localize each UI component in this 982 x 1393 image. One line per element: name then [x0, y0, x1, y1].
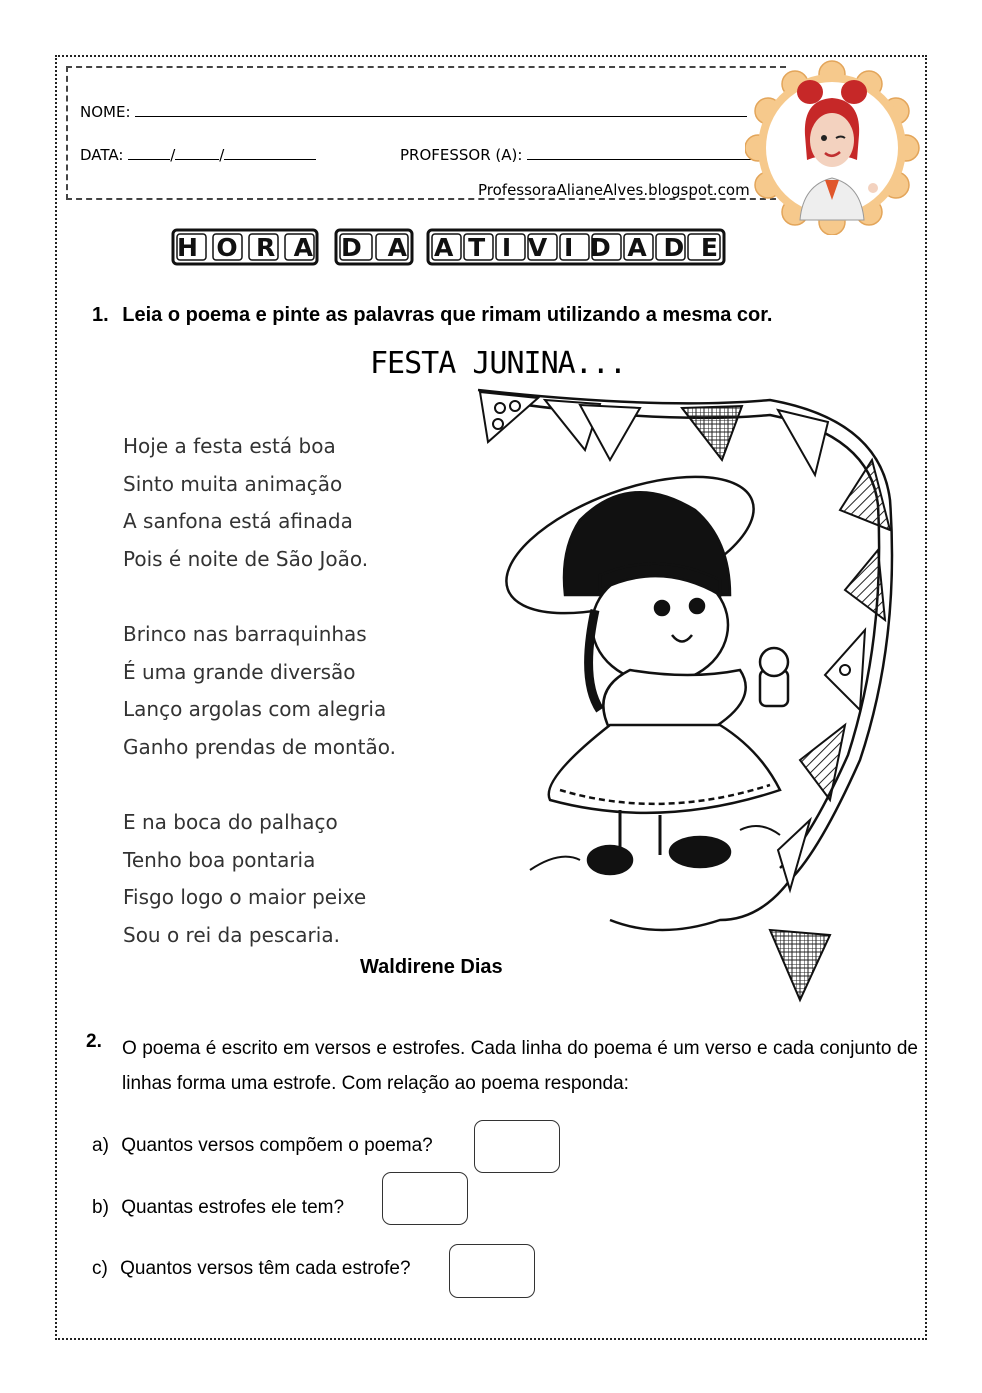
poem: [123, 428, 396, 954]
question-2c-letter: c): [92, 1258, 108, 1279]
poem-verse: É uma grande diversão: [123, 659, 356, 684]
poem-verse: Tenho boa pontaria: [123, 847, 316, 872]
data-sep-2: /: [219, 146, 225, 164]
question-2b: [92, 1197, 344, 1219]
girl-figure: [489, 449, 788, 874]
svg-text:DA: DA: [341, 233, 407, 262]
nome-label: NOME:: [80, 103, 131, 121]
professor-field[interactable]: [527, 145, 752, 160]
svg-text:ATIVIDADE: ATIVIDADE: [434, 233, 718, 262]
question-2c-text: Quantos versos têm cada estrofe?: [120, 1258, 411, 1279]
data-month-field[interactable]: [175, 145, 219, 160]
data-sep-1: /: [170, 146, 176, 164]
question-2a: [92, 1135, 433, 1157]
title-word-da: [336, 230, 412, 264]
poem-verse: Lanço argolas com alegria: [123, 697, 387, 722]
question-2-number: 2.: [86, 1031, 102, 1052]
professor-row: [400, 145, 752, 164]
data-row: [80, 145, 316, 164]
poem-verse: Sou o rei da pescaria.: [123, 922, 340, 947]
professor-label: PROFESSOR (A):: [400, 146, 523, 164]
poem-verse: Fisgo logo o maior peixe: [123, 885, 367, 910]
poem-verse: E na boca do palhaço: [123, 809, 338, 834]
poem-verse: Sinto muita animação: [123, 471, 343, 496]
nome-field[interactable]: [135, 102, 747, 117]
question-1-text: Leia o poema e pinte as palavras que rimam utilizando a mesma cor.: [122, 304, 773, 326]
title-word-hora: [173, 230, 317, 264]
answer-box-a[interactable]: [474, 1120, 560, 1173]
data-year-field[interactable]: [224, 145, 316, 160]
header-box: [66, 66, 786, 200]
question-2-text: O poema é escrito em versos e estrofes. Cada linha do poema é um verso e cada conjunto de linhas forma uma estrofe. Com relação ao poema responda:: [122, 1038, 918, 1094]
question-2b-text: Quantas estrofes ele tem?: [121, 1197, 345, 1218]
title-word-atividade: [428, 230, 724, 264]
question-2a-text: Quantos versos compõem o poema?: [121, 1135, 433, 1156]
teacher-avatar-logo: [745, 60, 920, 235]
data-day-field[interactable]: [128, 145, 170, 160]
nome-row: [80, 102, 747, 121]
poem-verse: A sanfona está afinada: [123, 509, 353, 534]
poem-verse: Ganho prendas de montão.: [123, 734, 396, 759]
activity-title: [170, 226, 730, 268]
poem-title: FESTA JUNINA...: [370, 346, 626, 381]
poem-verse: Hoje a festa está boa: [123, 434, 336, 458]
blog-url: ProfessoraAlianeAlves.blogspot.com: [478, 181, 750, 199]
festa-junina-girl-illustration: [460, 380, 920, 1020]
question-2c: [92, 1258, 411, 1280]
svg-text:HORA: HORA: [177, 233, 313, 262]
question-2a-letter: a): [92, 1135, 109, 1156]
data-label: DATA:: [80, 146, 124, 164]
answer-box-c[interactable]: [449, 1244, 535, 1298]
poem-verse: Pois é noite de São João.: [123, 546, 369, 571]
question-2b-letter: b): [92, 1197, 109, 1218]
poem-verse: Brinco nas barraquinhas: [123, 621, 367, 646]
question-1: [92, 304, 772, 327]
poem-author: Waldirene Dias: [360, 956, 503, 978]
question-1-number: 1.: [92, 304, 109, 326]
answer-box-b[interactable]: [382, 1172, 468, 1225]
